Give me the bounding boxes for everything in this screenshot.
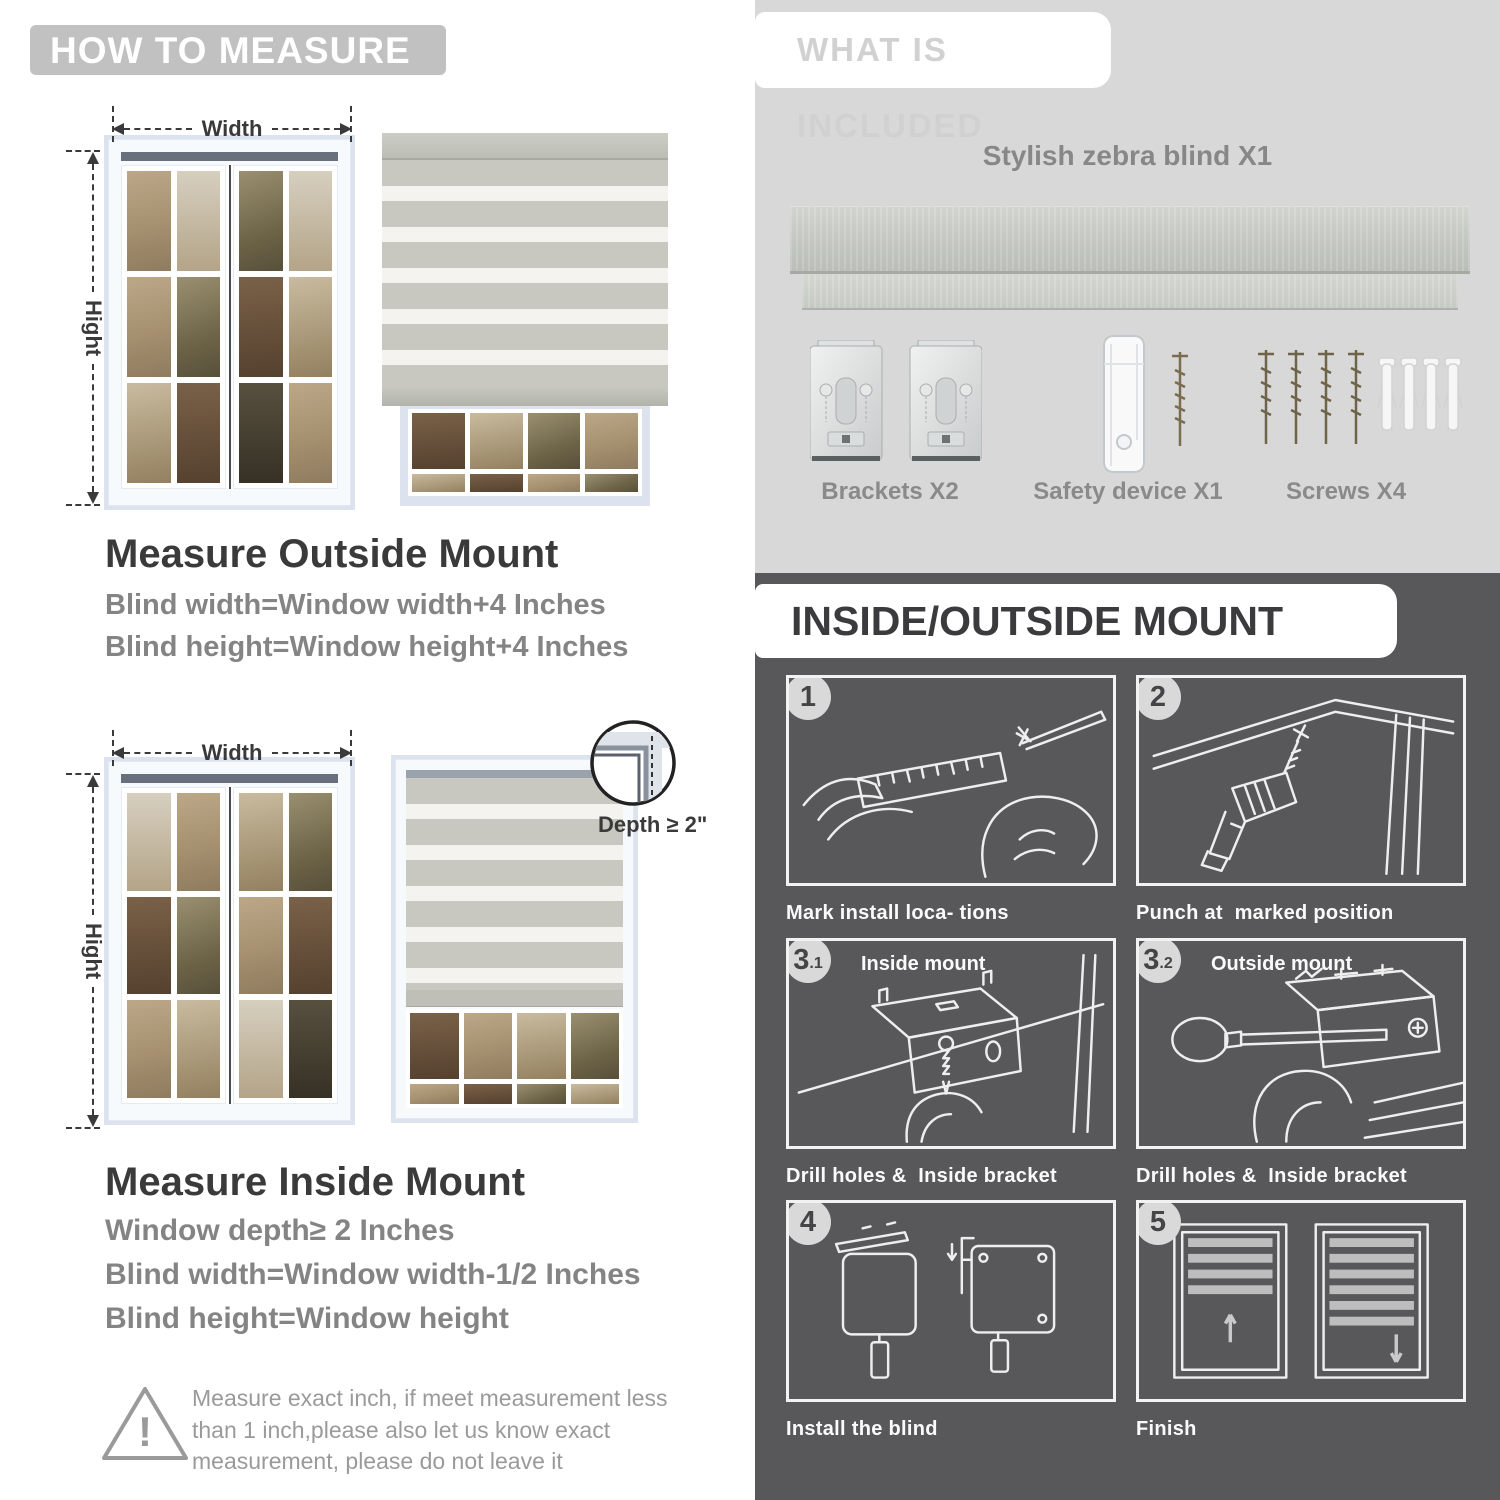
window-pane xyxy=(127,1000,171,1098)
arrowhead-down xyxy=(87,1115,99,1127)
window-pane xyxy=(464,1084,513,1104)
step-subnumber: .2 xyxy=(1159,955,1173,972)
roller-housing xyxy=(121,774,338,783)
window-pane xyxy=(517,1084,566,1104)
tick xyxy=(112,106,114,142)
step-2 xyxy=(1136,675,1466,925)
window-pane xyxy=(470,474,523,492)
tick xyxy=(66,504,100,506)
step-3-1-box xyxy=(786,938,1116,1149)
step-number: 1 xyxy=(799,680,817,713)
blind-bottom-rail xyxy=(406,990,623,1007)
window-pane xyxy=(177,1000,221,1098)
safety-device-icon xyxy=(1096,334,1206,476)
step-number-badge xyxy=(786,675,831,720)
dashed-line xyxy=(124,128,192,130)
step-number-badge xyxy=(1136,1200,1181,1245)
window-pane xyxy=(412,413,465,469)
step-5 xyxy=(1136,1200,1466,1441)
window-pane xyxy=(127,793,171,891)
blind-headrail xyxy=(382,133,668,160)
window-pane xyxy=(239,1000,283,1098)
window-illustration-inside xyxy=(104,757,355,1125)
window-pane xyxy=(177,897,221,995)
step-number: 4 xyxy=(799,1205,817,1238)
window-pane xyxy=(585,413,638,469)
step-number-badge xyxy=(1136,938,1181,983)
window-pane xyxy=(410,1084,459,1104)
zebra-blind-illustration-outside xyxy=(382,133,668,506)
step-3-2-box xyxy=(1136,938,1466,1149)
window-pane xyxy=(127,277,171,377)
window-sash xyxy=(233,165,338,489)
step-number-badge xyxy=(1136,675,1181,720)
step-1-box xyxy=(786,675,1116,886)
step-number: 3 xyxy=(793,943,810,976)
window-sash xyxy=(121,787,226,1104)
window-pane xyxy=(177,793,221,891)
height-label: Hight xyxy=(81,922,106,980)
blind-bottom-rail xyxy=(382,388,668,406)
width-label: Width xyxy=(201,740,263,765)
inside-formula-height: Blind height=Window height xyxy=(105,1302,509,1335)
inside-mount-label: Inside mount xyxy=(861,953,986,975)
tick xyxy=(66,773,100,775)
width-arrow-outside xyxy=(112,116,352,142)
tick xyxy=(350,106,352,142)
what-is-included-label: WHAT IS INCLUDED xyxy=(797,31,984,144)
zebra-blind-illustration-inside xyxy=(391,755,638,1123)
height-arrow-outside xyxy=(80,152,106,504)
step-1-caption: Mark install loca- tions xyxy=(786,902,1009,924)
tick xyxy=(66,150,100,152)
svg-text:!: ! xyxy=(138,1408,152,1455)
step-5-caption: Finish xyxy=(1136,1418,1197,1440)
depth-note: Depth ≥ 2" xyxy=(598,812,708,837)
roller-housing xyxy=(121,152,338,161)
depth-detail-magnifier xyxy=(588,718,678,808)
window-pane xyxy=(470,413,523,469)
window-pane xyxy=(289,1000,333,1098)
finished-blinds-illustration xyxy=(1139,1203,1463,1399)
step-4-box xyxy=(786,1200,1116,1402)
step-3-2 xyxy=(1136,938,1466,1188)
step-3-2-caption: Drill holes & Inside bracket xyxy=(1136,1165,1408,1187)
outside-mount-title: Measure Outside Mount xyxy=(105,532,559,576)
window-pane xyxy=(517,1013,566,1079)
window-pane xyxy=(528,413,581,469)
step-subnumber: .1 xyxy=(809,955,823,972)
window-pane xyxy=(239,793,283,891)
window-pane xyxy=(289,383,333,483)
window-sash xyxy=(121,165,226,489)
measure-warning-text: Measure exact inch, if meet measurement less than 1 inch,please also let us know exact measurement, please do not leave it xyxy=(192,1385,668,1475)
window-pane xyxy=(239,383,283,483)
step-4 xyxy=(786,1200,1116,1441)
dashed-line xyxy=(92,364,94,492)
window-pane xyxy=(412,474,465,492)
zebra-blind-headrail-product xyxy=(790,206,1470,274)
window-pane xyxy=(127,383,171,483)
tick xyxy=(66,1127,100,1129)
step-number: 5 xyxy=(1149,1205,1167,1238)
mount-header-label: INSIDE/OUTSIDE MOUNT xyxy=(791,598,1284,644)
screws-label: Screws X4 xyxy=(1285,478,1407,505)
window-pane xyxy=(571,1084,620,1104)
dashed-line xyxy=(272,752,340,754)
zebra-blind-roll-product xyxy=(802,274,1458,310)
window-pane xyxy=(289,171,333,271)
window-pane xyxy=(289,793,333,891)
window-pane xyxy=(410,1013,459,1079)
step-5-box xyxy=(1136,1200,1466,1402)
dashed-line xyxy=(92,164,94,292)
blind-zebra-stripes xyxy=(382,160,668,388)
window-pane xyxy=(464,1013,513,1079)
brackets-icon xyxy=(810,340,982,470)
arrowhead-up xyxy=(87,152,99,164)
window-pane xyxy=(127,897,171,995)
outside-mount-label: Outside mount xyxy=(1211,953,1353,975)
drill-illustration xyxy=(1139,678,1463,883)
brackets-label: Brackets X2 xyxy=(821,478,959,505)
how-to-measure-header: HOW TO MEASURE xyxy=(30,25,446,75)
outside-formula-width: Blind width=Window width+4 Inches xyxy=(105,589,606,621)
step-1 xyxy=(786,675,1116,925)
dashed-line xyxy=(272,128,340,130)
arrowhead-down xyxy=(87,492,99,504)
tick xyxy=(350,730,352,766)
screws-icon xyxy=(1254,346,1464,464)
window-pane xyxy=(239,171,283,271)
window-pane xyxy=(528,474,581,492)
product-title: Stylish zebra blind X1 xyxy=(982,140,1273,171)
safety-device-label: Safety device X1 xyxy=(1033,478,1223,505)
window-pane xyxy=(177,383,221,483)
window-pane xyxy=(127,171,171,271)
window-pane xyxy=(239,897,283,995)
inside-mount-title: Measure Inside Mount xyxy=(105,1160,526,1204)
window-below-blind xyxy=(406,1009,623,1108)
step-2-caption: Punch at marked position xyxy=(1136,902,1394,924)
step-number-badge xyxy=(786,938,831,983)
window-pane xyxy=(571,1013,620,1079)
outside-formula-height: Blind height=Window height+4 Inches xyxy=(105,631,629,663)
mount-header xyxy=(755,584,1397,658)
step-number: 3 xyxy=(1143,943,1160,976)
window-illustration-outside xyxy=(104,135,355,510)
window-pane xyxy=(289,897,333,995)
what-is-included-header xyxy=(755,12,1111,144)
step-2-box xyxy=(1136,675,1466,886)
step-number-badge xyxy=(786,1200,831,1245)
width-label: Width xyxy=(201,116,263,141)
step-number: 2 xyxy=(1149,680,1167,713)
dashed-line xyxy=(92,787,94,915)
mark-locations-illustration xyxy=(789,678,1113,883)
arrowhead-up xyxy=(87,775,99,787)
window-sash xyxy=(233,787,338,1104)
inside-formula-depth: Window depth≥ 2 Inches xyxy=(105,1214,455,1247)
window-pane xyxy=(177,277,221,377)
window-below-blind xyxy=(400,406,650,506)
blind-zebra-stripes xyxy=(406,778,623,990)
window-pane xyxy=(177,171,221,271)
window-pane xyxy=(289,277,333,377)
width-arrow-inside xyxy=(112,740,352,766)
window-pane xyxy=(585,474,638,492)
step-3-1 xyxy=(786,938,1116,1188)
height-arrow-inside xyxy=(80,775,106,1127)
dashed-line xyxy=(124,752,192,754)
warning-triangle-icon xyxy=(98,1382,192,1466)
dashed-line xyxy=(92,987,94,1115)
height-label: Hight xyxy=(81,299,106,357)
window-pane xyxy=(239,277,283,377)
step-4-caption: Install the blind xyxy=(786,1418,938,1440)
step-3-1-caption: Drill holes & Inside bracket xyxy=(786,1165,1058,1187)
install-blind-illustration xyxy=(789,1203,1113,1399)
tick xyxy=(112,730,114,766)
inside-formula-width: Blind width=Window width-1/2 Inches xyxy=(105,1258,641,1291)
